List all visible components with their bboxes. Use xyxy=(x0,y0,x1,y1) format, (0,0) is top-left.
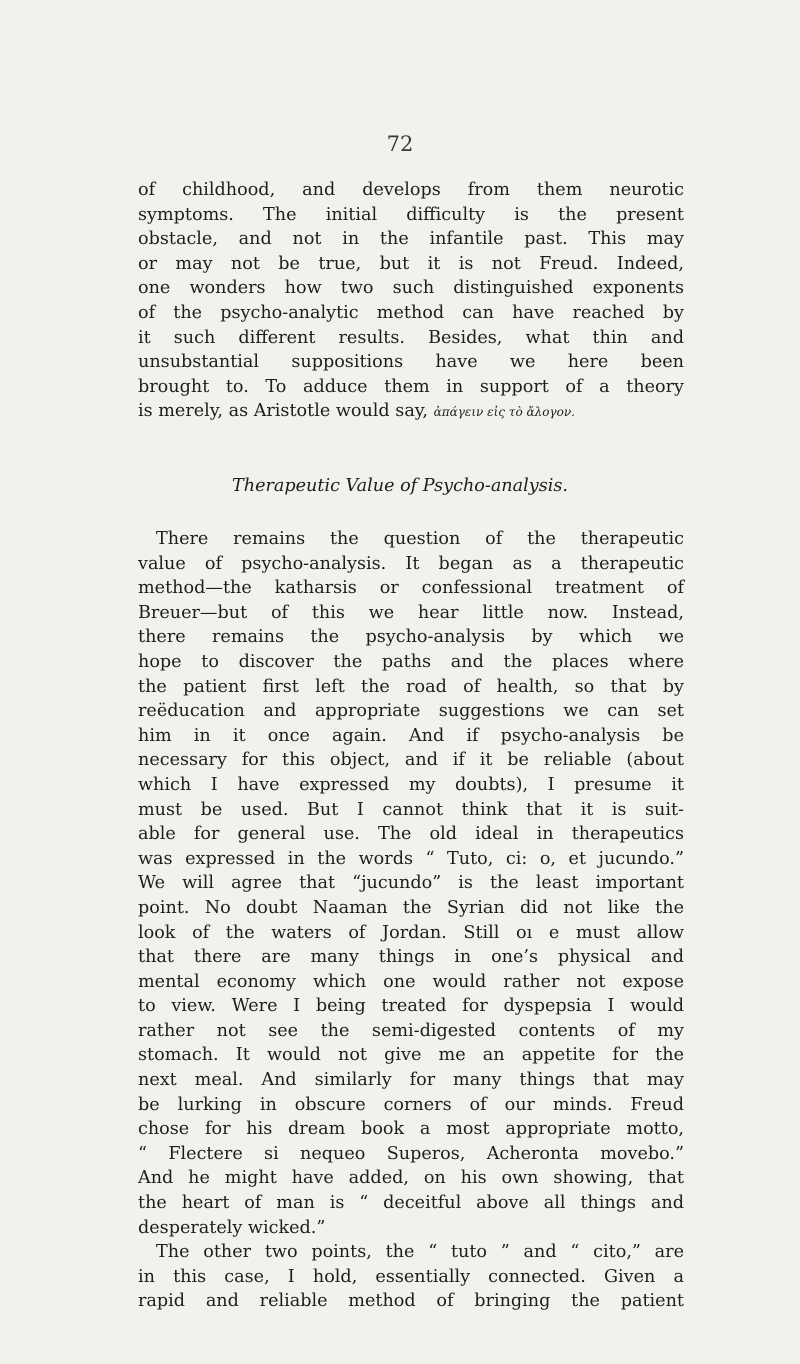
text-line: one wonders how two such distinguished exponents xyxy=(138,278,684,299)
text-line: desperately wicked.” xyxy=(138,1217,326,1238)
paragraph-therapeutic-value xyxy=(138,527,684,1240)
text-line: rapid and reliable method of bringing the patient xyxy=(138,1291,684,1312)
text-line: able for general use. The old ideal in therapeutics xyxy=(138,824,684,845)
text-line: which I have expressed my doubts), I presume it xyxy=(138,774,684,795)
paragraph-tuto-cito xyxy=(138,1240,684,1314)
text-line: There remains the question of the therapeutic xyxy=(156,529,684,549)
text-line: there remains the psycho-analysis by which we xyxy=(138,627,684,648)
text-line: hope to discover the paths and the places where xyxy=(138,651,684,672)
text-line: rather not see the semi-digested contents of my xyxy=(138,1020,684,1041)
text-line: next meal. And similarly for many things that may xyxy=(138,1070,684,1091)
text-line: reëducation and appropriate suggestions we can set xyxy=(138,701,684,722)
text-line: stomach. It would not give me an appetite for the xyxy=(138,1045,684,1066)
text-line: was expressed in the words “ Tuto, ci: o, et jucundo.” xyxy=(138,848,684,869)
greek-phrase: ἀπάγειν εἰς τὸ ἄλογον. xyxy=(433,405,575,420)
paragraph-symptoms xyxy=(138,178,684,424)
text-line: Breuer—but of this we hear little now. Instead, xyxy=(138,602,684,623)
text-line: obstacle, and not in the infantile past. This may xyxy=(138,229,684,250)
page-number: 72 xyxy=(386,132,414,156)
text-line: in this case, I hold, essentially connected. Given a xyxy=(138,1266,684,1287)
section-heading: Therapeutic Value of Psycho-analysis. xyxy=(232,476,568,496)
text-line: value of psycho-analysis. It began as a therapeutic xyxy=(138,553,684,574)
text-line: symptoms. The initial difficulty is the present xyxy=(138,204,684,225)
text-line: We will agree that “jucundo” is the least important xyxy=(138,873,684,894)
text-line: unsubstantial suppositions have we here been xyxy=(138,352,684,373)
text-line: method—the katharsis or confessional treatment of xyxy=(138,578,684,599)
text-line: be lurking in obscure corners of our minds. Freud xyxy=(138,1094,684,1115)
text-line: look of the waters of Jordan. Still oı e must allow xyxy=(138,922,684,943)
text-line: chose for his dream book a most appropriate motto, xyxy=(138,1119,684,1140)
text-line: necessary for this object, and if it be reliable (about xyxy=(138,750,684,771)
text-line: “ Flectere si nequeo Superos, Acheronta movebo.” xyxy=(138,1143,684,1164)
text-line: him in it once again. And if psycho-analysis be xyxy=(138,725,684,746)
text-line: The other two points, the “ tuto ” and “ cito,” are xyxy=(156,1242,684,1262)
text-line: brought to. To adduce them in support of a theory xyxy=(138,376,684,397)
text-line: to view. Were I being treated for dyspepsia I would xyxy=(138,996,684,1017)
text-line: must be used. But I cannot think that it is suit- xyxy=(138,799,684,820)
aristotle-line-text: is merely, as Aristotle would say, xyxy=(138,401,434,422)
text-line: mental economy which one would rather not expose xyxy=(138,971,684,992)
text-line: the heart of man is “ deceitful above all things and xyxy=(138,1193,684,1214)
text-line: it such different results. Besides, what thin and xyxy=(138,327,684,348)
text-line: that there are many things in one’s physical and xyxy=(138,947,684,968)
text-line: of childhood, and develops from them neurotic xyxy=(138,180,684,200)
text-line: point. No doubt Naaman the Syrian did not like the xyxy=(138,897,684,918)
text-line: the patient first left the road of health, so that by xyxy=(138,676,684,697)
text-line xyxy=(138,399,684,424)
text-line: of the psycho-analytic method can have reached by xyxy=(138,302,684,323)
text-line: And he might have added, on his own showing, that xyxy=(138,1168,684,1189)
text-line: or may not be true, but it is not Freud. Indeed, xyxy=(138,253,684,274)
